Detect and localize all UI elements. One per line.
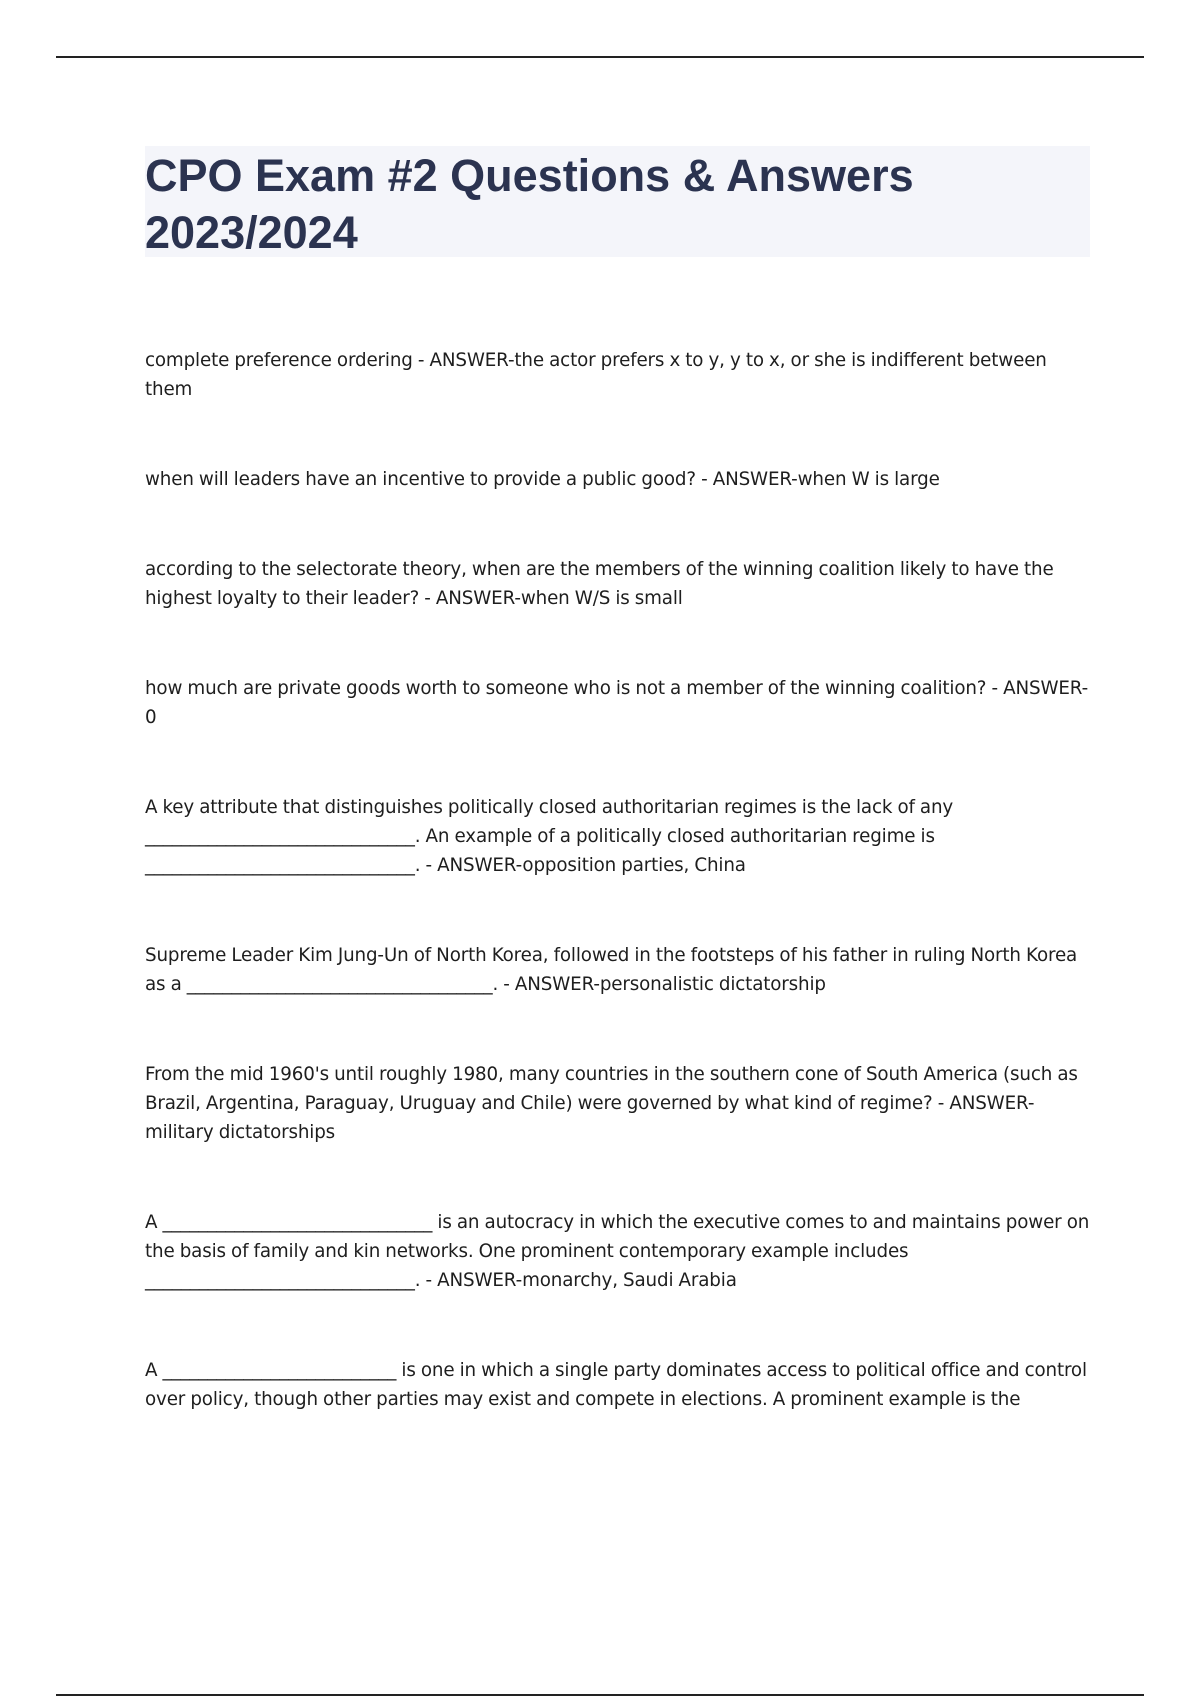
title-banner — [145, 146, 1090, 257]
qa-item: A key attribute that distinguishes politically closed authoritarian regimes is the lack of any ______________________________. An example of a politically closed authoritarian regime is ______________________________. - ANSWER-opposition parties, China — [145, 797, 954, 876]
qa-item: A __________________________ is one in which a single party dominates access to political office and control over policy, though other parties may exist and compete in elections. A prominent example is the — [145, 1360, 1087, 1410]
qa-item: how much are private goods worth to someone who is not a member of the winning coalition? - ANSWER-0 — [145, 678, 1089, 728]
qa-item: when will leaders have an incentive to provide a public good? - ANSWER-when W is large — [145, 469, 940, 490]
document-title: CPO Exam #2 Questions & Answers 2023/2024 — [145, 150, 914, 258]
qa-item: complete preference ordering - ANSWER-the actor prefers x to y, y to x, or she is indifferent between them — [145, 350, 1047, 400]
qa-item: From the mid 1960's until roughly 1980, many countries in the southern cone of South America (such as Brazil, Argentina, Paraguay, Uruguay and Chile) were governed by what kind of regime? - ANSWER-military dictatorships — [145, 1064, 1078, 1143]
qa-item: A ______________________________ is an autocracy in which the executive comes to and maintains power on the basis of family and kin networks. One prominent contemporary example includes ______________________________. - ANSWER-monarchy, Saudi Arabia — [145, 1212, 1090, 1291]
qa-item: according to the selectorate theory, when are the members of the winning coalition likely to have the highest loyalty to their leader? - ANSWER-when W/S is small — [145, 559, 1054, 609]
qa-item: Supreme Leader Kim Jung-Un of North Korea, followed in the footsteps of his father in ruling North Korea as a __________________________________. - ANSWER-personalistic dictatorship — [145, 945, 1078, 995]
qa-list — [145, 346, 1090, 1414]
bottom-rule — [56, 1694, 1144, 1696]
top-rule — [56, 56, 1144, 58]
